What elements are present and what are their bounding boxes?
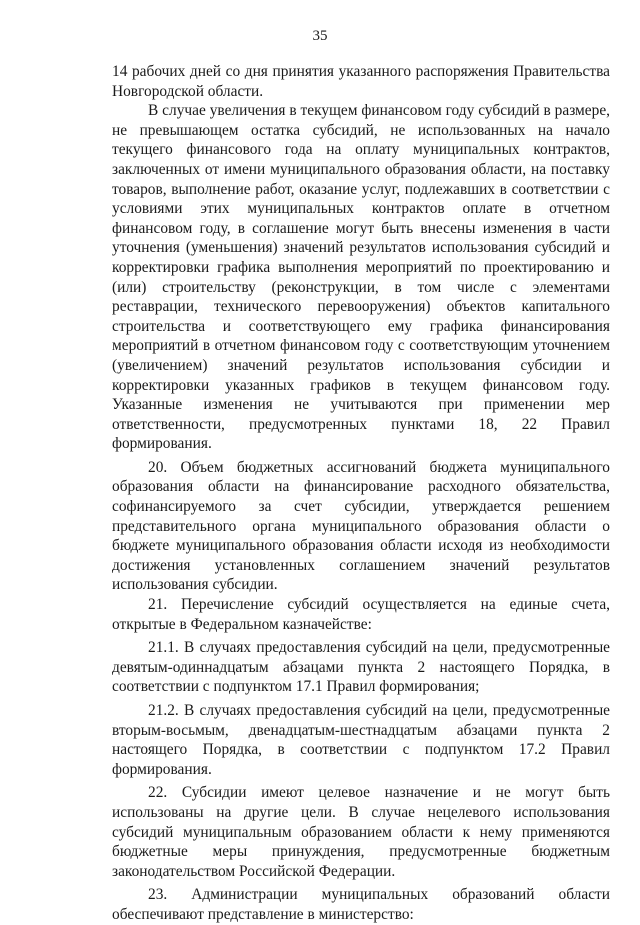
paragraph-20: 20. Объем бюджетных ассигнований бюджета муниципального образования области на финансирование расходного обязательства, софинансируемого за счет субсидии, утверждается решением представительного органа муниципального образования области о бюджете муниципального образования области исходя из необходимости достижения установленных соглашением значений результатов использования субсидии. bbox=[112, 458, 610, 594]
document-body bbox=[112, 62, 610, 925]
paragraph-21: 21. Перечисление субсидий осуществляется на единые счета, открытые в Федеральном казначействе: bbox=[112, 596, 610, 633]
paragraph-22: 22. Субсидии имеют целевое назначение и не могут быть использованы на другие цели. В случае нецелевого использования субсидий муниципальным образованием области к нему применяются бюджетные меры принуждения, предусмотренные бюджетным законодательством Российской Федерации. bbox=[112, 784, 610, 880]
paragraph-23: 23. Администрации муниципальных образований области обеспечивают представление в министерство: bbox=[112, 886, 610, 923]
paragraph-21-1: 21.1. В случаях предоставления субсидий на цели, предусмотренные девятым-одиннадцатым абзацами пункта 2 настоящего Порядка, в соответствии с подпунктом 17.1 Правил формирования; bbox=[112, 639, 610, 696]
paragraph-continuation: 14 рабочих дней со дня принятия указанного распоряжения Правительства Новгородской области. bbox=[112, 63, 610, 100]
paragraph-21-2: 21.2. В случаях предоставления субсидий на цели, предусмотренные вторым-восьмым, двенадцатым-шестнадцатым абзацами пункта 2 настоящего Порядка, в соответствии с подпунктом 17.2 Правил формирования. bbox=[112, 702, 610, 778]
page-number: 35 bbox=[312, 28, 328, 44]
paragraph-subsidy-increase: В случае увеличения в текущем финансовом году субсидий в размере, не превышающем остатка субсидий, не использованных на начало текущего финансового года на оплату муниципальных контрактов, заключенных от имени муниципального образования области, на поставку товаров, выполнение работ, оказание услуг, подлежавших в соответствии с условиями этих муниципальных контрактов оплате в отчетном финансовом году, в соглашение могут быть внесены изменения в части уточнения (уменьшения) значений результатов использования субсидий и корректировки графика выполнения мероприятий по проектированию и (или) строительству (реконструкции, в том числе с элементами реставрации, технического перевооружения) объектов капитального строительства и соответствующего ему графика финансирования мероприятий в отчетном финансовом году с соответствующим уточнением (увеличением) значений результатов использования субсидии и корректировки указанных графиков в текущем финансовом году. Указанные изменения не учитываются при применении мер ответственности, предусмотренных пунктами 18, 22 Правил формирования. bbox=[112, 102, 610, 453]
